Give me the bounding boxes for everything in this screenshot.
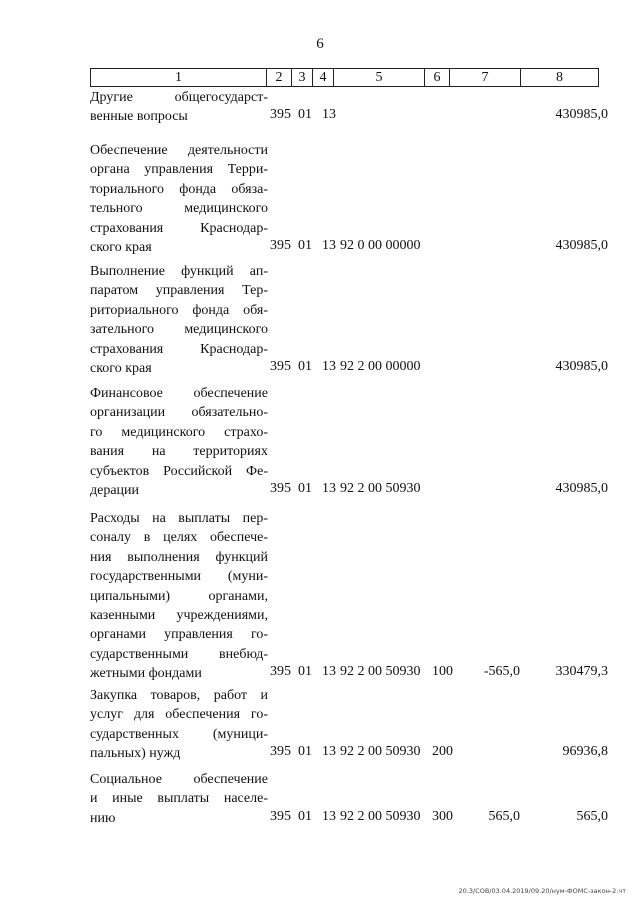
description-line: дерации (90, 483, 140, 499)
cell-amount: 565,0 (576, 809, 608, 824)
description-line: страхования Краснодар- (90, 341, 268, 357)
cell-target-article: 92 2 00 50930 (340, 744, 421, 759)
cell-expense-type: 300 (432, 809, 453, 824)
description-line: и иные выплаты населе- (90, 791, 268, 807)
description-line: Другие общегосударст- (90, 90, 268, 105)
cell-amount: 96936,8 (562, 744, 608, 759)
row-description (90, 88, 268, 127)
row-description (90, 509, 268, 684)
description-line: вания на территориях (90, 444, 268, 460)
cell-amount: 430985,0 (555, 359, 608, 374)
description-line: пальных) нужд (90, 746, 181, 762)
description-line: сударственных (муници- (90, 726, 268, 742)
cell-subsection: 13 (322, 107, 336, 122)
description-line: органами управления го- (90, 627, 268, 643)
footer-file-reference: 20.3/СОВ/03.04.2019/09.20/нум-ФОМС-закон-2.чт (458, 887, 626, 895)
cell-change: 565,0 (488, 809, 520, 824)
cell-expense-type: 200 (432, 744, 453, 759)
cell-admin-code: 395 (270, 238, 291, 253)
cell-admin-code: 395 (270, 809, 291, 824)
cell-expense-type: 100 (432, 664, 453, 679)
header-col-4: 4 (313, 69, 334, 87)
description-line: ципальными) органами, (90, 588, 268, 604)
header-col-6: 6 (425, 69, 450, 87)
page-number: 6 (316, 36, 324, 52)
description-line: субъектов Российской Фе- (90, 463, 268, 479)
cell-amount: 430985,0 (555, 107, 608, 122)
cell-target-article: 92 2 00 50930 (340, 664, 421, 679)
description-line: Закупка товаров, работ и (90, 688, 268, 703)
cell-subsection: 13 (322, 809, 336, 824)
row-description (90, 262, 268, 378)
cell-section: 01 (298, 664, 312, 679)
description-line: Обеспечение деятельности (90, 143, 268, 158)
description-line: го медицинского страхо- (90, 424, 268, 440)
cell-subsection: 13 (322, 238, 336, 253)
description-line: Социальное обеспечение (90, 772, 268, 787)
cell-admin-code: 395 (270, 664, 291, 679)
description-line: тельного медицинского (90, 201, 268, 217)
column-header-table (90, 68, 599, 87)
cell-subsection: 13 (322, 359, 336, 374)
cell-amount: 430985,0 (555, 238, 608, 253)
cell-target-article: 92 0 00 00000 (340, 238, 421, 253)
cell-section: 01 (298, 481, 312, 496)
cell-section: 01 (298, 359, 312, 374)
cell-admin-code: 395 (270, 359, 291, 374)
cell-admin-code: 395 (270, 107, 291, 122)
description-line: ния выполнения функций (90, 549, 268, 565)
cell-amount: 430985,0 (555, 481, 608, 496)
cell-section: 01 (298, 744, 312, 759)
cell-target-article: 92 2 00 50930 (340, 481, 421, 496)
cell-subsection: 13 (322, 664, 336, 679)
description-line: зательного медицинского (90, 322, 268, 338)
description-line: венные вопросы (90, 109, 188, 125)
header-col-5: 5 (334, 69, 425, 87)
description-line: государственными (муни- (90, 569, 268, 585)
row-description (90, 384, 268, 500)
description-line: Выполнение функций ап- (90, 264, 268, 279)
cell-change: -565,0 (483, 664, 520, 679)
description-line: органа управления Терри- (90, 162, 268, 178)
cell-admin-code: 395 (270, 481, 291, 496)
description-line: страхования Краснодар- (90, 220, 268, 236)
cell-target-article: 92 2 00 50930 (340, 809, 421, 824)
description-line: организации обязательно- (90, 405, 268, 421)
cell-target-article: 92 2 00 00000 (340, 359, 421, 374)
cell-section: 01 (298, 809, 312, 824)
header-col-8: 8 (521, 69, 599, 87)
cell-amount: 330479,3 (555, 664, 608, 679)
description-line: сударственными внебюд- (90, 646, 268, 662)
description-line: ского края (90, 361, 152, 377)
header-col-7: 7 (450, 69, 521, 87)
description-line: соналу в целях обеспече- (90, 530, 268, 546)
description-line: услуг для обеспечения го- (90, 707, 268, 723)
header-col-2: 2 (267, 69, 292, 87)
cell-admin-code: 395 (270, 744, 291, 759)
description-line: нию (90, 810, 116, 826)
description-line: Расходы на выплаты пер- (90, 511, 268, 526)
description-line: ториального фонда обяза- (90, 181, 268, 197)
row-description (90, 770, 268, 828)
description-line: риториального фонда обя- (90, 302, 268, 318)
cell-subsection: 13 (322, 481, 336, 496)
description-line: паратом управления Тер- (90, 283, 268, 299)
header-col-3: 3 (292, 69, 313, 87)
cell-section: 01 (298, 238, 312, 253)
description-line: казенными учреждениями, (90, 608, 268, 624)
description-line: жетными фондами (90, 666, 202, 682)
row-description (90, 686, 268, 764)
description-line: ского края (90, 240, 152, 256)
cell-section: 01 (298, 107, 312, 122)
description-line: Финансовое обеспечение (90, 386, 268, 401)
row-description (90, 141, 268, 257)
header-col-1: 1 (91, 69, 267, 87)
cell-subsection: 13 (322, 744, 336, 759)
